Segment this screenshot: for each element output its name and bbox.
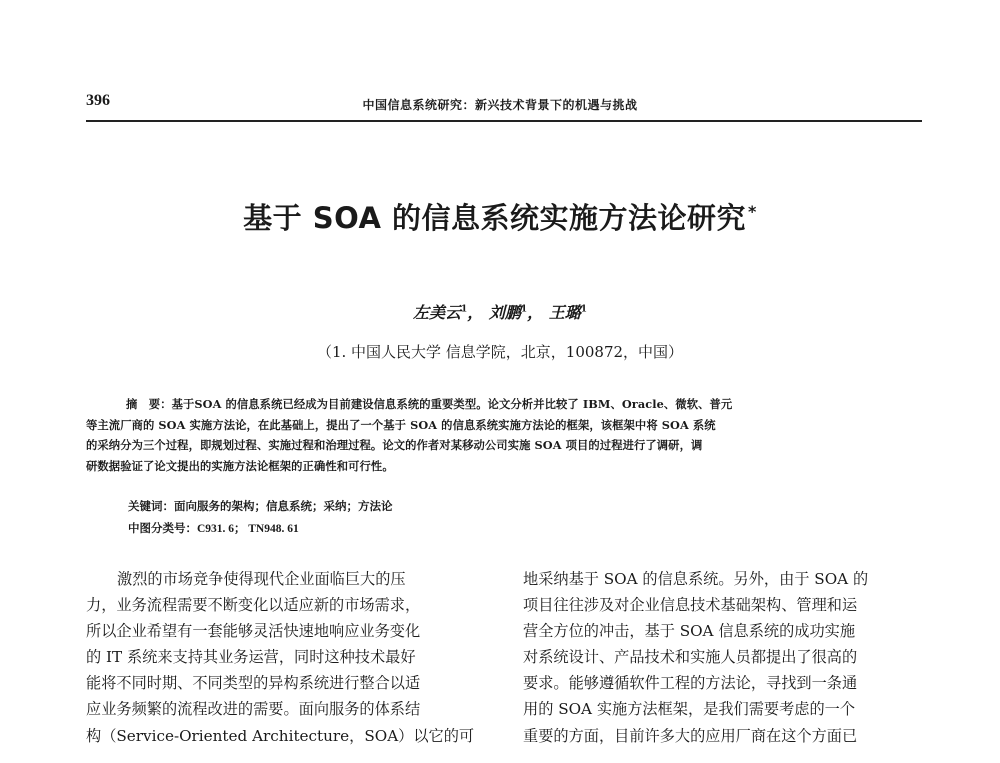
body-line: 用的 SOA 实施方法框架，是我们需要考虑的一个 <box>523 700 856 719</box>
body-line: 所以企业希望有一套能够灵活快速地响应业务变化 <box>86 622 421 641</box>
author-name: 王璐 <box>548 303 581 322</box>
author-affiliation-mark: 1 <box>580 304 588 315</box>
body-line: 应业务频繁的流程改进的需要。面向服务的体系结 <box>86 700 421 719</box>
abstract-line: 研数据验证了论文提出的实施方法论框架的正确性和可行性。 <box>86 458 394 473</box>
body-line: 构（Service-Oriented Architecture，SOA）以它的可 <box>86 726 475 745</box>
author-name: 刘鹏 <box>488 303 521 322</box>
body-line: 力，业务流程需要不断变化以适应新的市场需求， <box>86 596 421 615</box>
running-header-title: 中国信息系统研究：新兴技术背景下的机遇与挑战 <box>362 98 638 112</box>
classification-number <box>128 520 299 536</box>
body-line: 对系统设计、产品技术和实施人员都提出了很高的 <box>523 648 858 667</box>
abstract-line: 等主流厂商的 SOA 实施方法论，在此基础上，提出了一个基于 SOA 的信息系统实施方法论的框架，该框架中将 SOA 系统 <box>86 417 716 432</box>
body-column-right <box>523 566 929 749</box>
author-name: 左美云 <box>412 303 461 322</box>
header-rule <box>86 120 922 122</box>
author-affiliation-mark: 1 <box>520 304 528 315</box>
author-list <box>0 300 1000 323</box>
body-line: 项目往往涉及对企业信息技术基础架构、管理和运 <box>523 596 858 615</box>
author-separator: ， <box>527 303 544 322</box>
body-column-left <box>86 566 492 749</box>
abstract-label: 摘 要： <box>126 397 172 411</box>
author-affiliation-mark: 1 <box>461 304 468 315</box>
body-line: 地采纳基于 SOA 的信息系统。另外，由于 SOA 的 <box>523 570 869 588</box>
keywords-text: 面向服务的架构；信息系统；采纳；方法论 <box>174 499 393 513</box>
author-separator: ， <box>467 303 484 322</box>
title-footnote-mark: * <box>748 202 757 222</box>
paper-title-text: 基于 SOA 的信息系统实施方法论研究 <box>243 201 747 235</box>
keywords <box>128 498 393 514</box>
classification-label: 中图分类号： <box>128 521 197 535</box>
classification-text: C931. 6； TN948. 61 <box>197 523 299 535</box>
body-line: 的 IT 系统来支持其业务运营，同时这种技术最好 <box>86 648 416 667</box>
body-line: 能将不同时期、不同类型的异构系统进行整合以适 <box>86 674 421 693</box>
affiliation: （1. 中国人民大学 信息学院，北京，100872，中国） <box>316 343 684 361</box>
body-line: 激烈的市场竞争使得现代企业面临巨大的压 <box>117 570 406 588</box>
abstract-line: 的采纳分为三个过程，即规划过程、实施过程和治理过程。论文的作者对某移动公司实施 SOA 项目的过程进行了调研，调 <box>86 438 703 453</box>
page-number: 396 <box>86 92 110 109</box>
abstract-text: 基于SOA 的信息系统已经成为目前建设信息系统的重要类型。论文分析并比较了 IBM、Oracle、微软、普元 <box>171 397 733 411</box>
abstract-line <box>86 394 922 415</box>
body-line: 重要的方面，目前许多大的应用厂商在这个方面已 <box>523 726 858 745</box>
paper-title <box>0 196 1000 237</box>
body-line: 营全方位的冲击，基于 SOA 信息系统的成功实施 <box>523 622 856 641</box>
keywords-label: 关键词： <box>128 499 174 513</box>
body-line: 要求。能够遵循软件工程的方法论，寻找到一条通 <box>523 674 858 693</box>
abstract <box>86 394 922 476</box>
